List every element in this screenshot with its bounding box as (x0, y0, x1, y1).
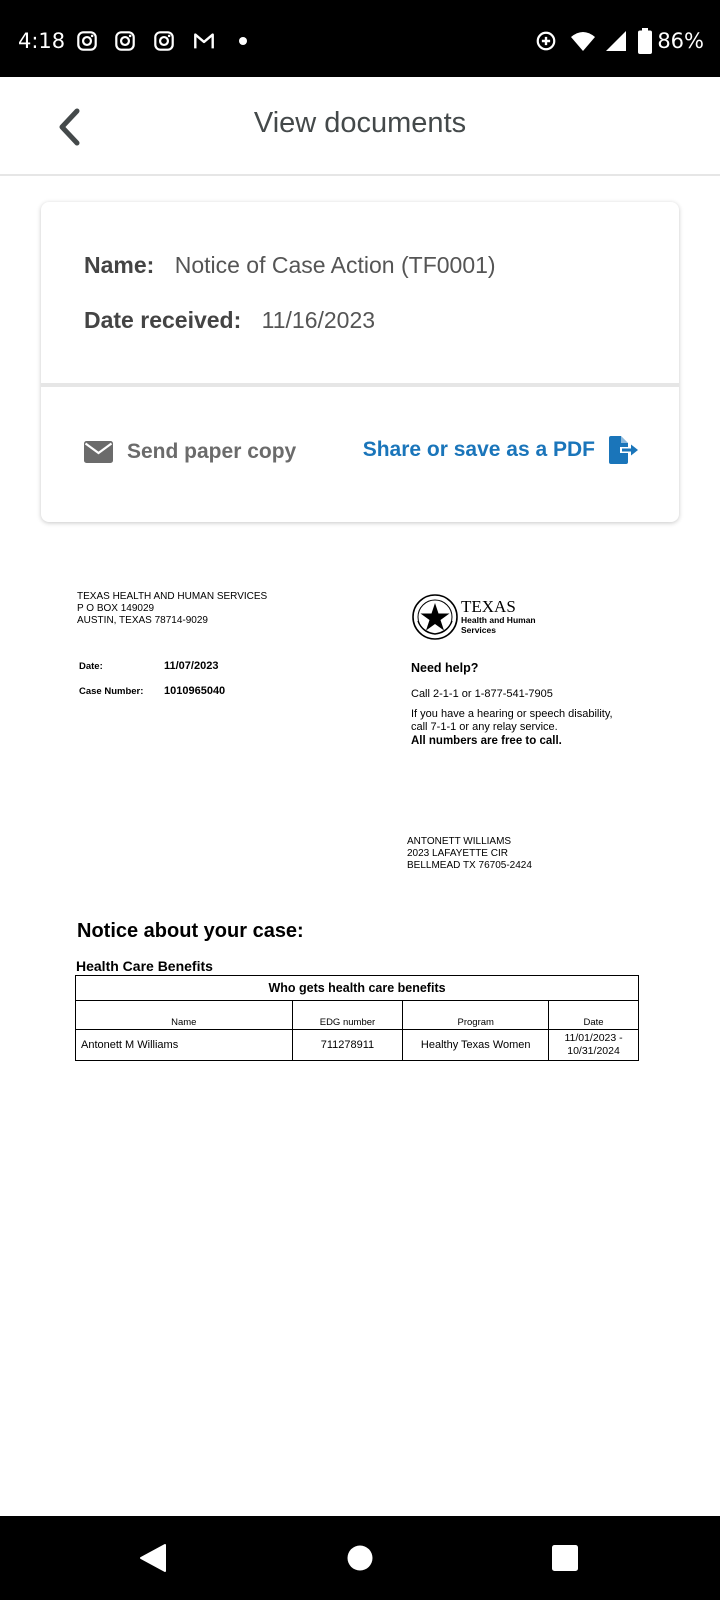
table-caption-row (76, 976, 639, 1001)
benefits-table (75, 975, 639, 1061)
letter-date-label: Date: (79, 661, 103, 672)
column-header-name: Name (76, 1001, 293, 1030)
case-number-value: 1010965040 (164, 685, 226, 697)
recipient-address: ANTONETT WILLIAMS 2023 LAFAYETTE CIR BELLMEAD TX 76705-2424 (407, 836, 532, 871)
table-row (76, 1030, 639, 1061)
status-time: 4:18 (18, 29, 66, 53)
nav-back-button[interactable] (108, 1516, 198, 1600)
cell-date: 11/01/2023 - 10/31/2024 (549, 1030, 639, 1061)
nav-recents-button[interactable] (520, 1516, 610, 1600)
envelope-icon (84, 441, 113, 463)
file-export-icon (609, 436, 639, 464)
need-help-title: Need help? (411, 661, 479, 675)
document-name-row (84, 252, 496, 279)
wifi-icon (570, 30, 596, 52)
texas-seal-icon (412, 594, 458, 640)
cell-edg: 711278911 (292, 1030, 403, 1061)
date-received-label: Date received: (84, 307, 242, 333)
date-received-row (84, 307, 375, 334)
instagram-icon (76, 30, 98, 52)
signal-icon (604, 30, 628, 52)
cell-program: Healthy Texas Women (403, 1030, 549, 1061)
battery-percentage: 86% (657, 29, 704, 53)
date-received-value: 11/16/2023 (261, 307, 376, 333)
cell-name: Antonett M Williams (76, 1030, 293, 1061)
recents-square-icon (551, 1544, 579, 1572)
sender-address: TEXAS HEALTH AND HUMAN SERVICES P O BOX 149029 AUSTIN, TEXAS 78714-9029 (77, 591, 268, 626)
health-care-benefits-title: Health Care Benefits (76, 958, 213, 974)
instagram-icon (153, 30, 175, 52)
logo-text: TEXAS Health and Human Services (461, 597, 536, 635)
instagram-icon (114, 30, 136, 52)
battery-icon (638, 28, 652, 54)
texas-hhs-logo (412, 594, 536, 640)
status-bar (0, 0, 720, 77)
back-triangle-icon (139, 1543, 167, 1573)
table-caption: Who gets health care benefits (76, 976, 639, 1001)
nav-home-button[interactable] (315, 1516, 405, 1600)
app-header (0, 77, 720, 176)
share-pdf-button[interactable] (363, 436, 639, 464)
home-circle-icon (347, 1545, 373, 1571)
gmail-icon (192, 30, 216, 52)
column-header-program: Program (403, 1001, 549, 1030)
send-paper-copy-label: Send paper copy (127, 440, 297, 463)
column-header-edg: EDG number (292, 1001, 403, 1030)
document-name-value: Notice of Case Action (TF0001) (174, 252, 496, 278)
table-header-row (76, 1001, 639, 1030)
notice-title: Notice about your case: (77, 920, 304, 942)
card-divider (41, 383, 679, 387)
navigation-bar (0, 1516, 720, 1600)
data-saver-icon (534, 30, 558, 52)
document-preview[interactable] (0, 560, 720, 1520)
dot-icon (236, 30, 250, 52)
letter-date-value: 11/07/2023 (164, 660, 219, 672)
page-title: View documents (253, 107, 467, 139)
document-name-label: Name: (84, 252, 155, 278)
column-header-date: Date (549, 1001, 639, 1030)
help-hearing-text: If you have a hearing or speech disability, call 7-1-1 or any relay service. (411, 708, 613, 733)
document-info-card (41, 202, 679, 522)
share-pdf-label: Share or save as a PDF (362, 438, 595, 461)
case-number-label: Case Number: (79, 686, 144, 697)
send-paper-copy-button[interactable] (84, 440, 296, 464)
help-call-text: Call 2-1-1 or 1-877-541-7905 (411, 688, 553, 700)
help-free-text: All numbers are free to call. (411, 735, 562, 747)
